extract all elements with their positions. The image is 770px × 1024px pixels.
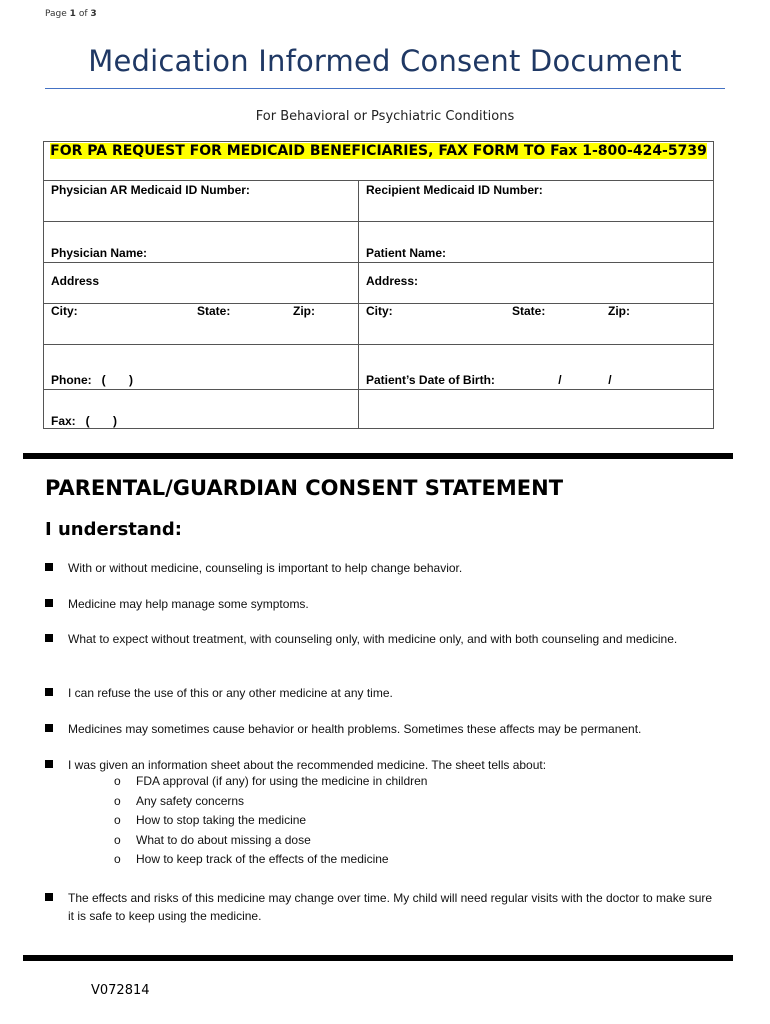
version-code: V072814 [91,983,150,998]
page-current: 1 [69,9,76,19]
page-total: 3 [90,9,97,19]
patient-physician-form [43,141,714,429]
physician-id-field[interactable] [44,181,359,222]
square-bullet-icon [45,599,53,607]
physician-phone-field[interactable] [44,345,359,390]
sub-list-item [114,772,427,792]
empty-field [359,390,714,429]
physician-zip-label: Zip: [293,304,315,318]
square-bullet-icon [45,893,53,901]
sub-list-item [114,831,427,851]
physician-city-state-zip-field[interactable] [44,304,359,345]
patient-city-label: City: [366,304,393,318]
page-of: of [78,9,88,19]
sub-list-item [114,850,427,870]
circle-bullet-icon: o [114,813,121,827]
patient-name-field[interactable] [359,222,714,263]
circle-bullet-icon: o [114,793,121,808]
patient-dob-field[interactable] [359,345,714,390]
list-item-text: Medicine may help manage some symptoms. [68,597,309,611]
list-item-text: I was given an information sheet about the recommended medicine. The sheet tells about: [68,758,547,772]
sub-list-item [114,811,427,831]
list-item-text: With or without medicine, counseling is important to help change behavior. [68,561,463,575]
sub-list-item-text: FDA approval (if any) for using the medicine in children [136,774,428,788]
patient-address-label: Address: [366,274,419,288]
section-divider-bottom [23,955,733,961]
circle-bullet-icon: o [114,774,121,788]
physician-csz [51,304,351,329]
circle-bullet-icon: o [114,832,121,847]
patient-state-label: State: [512,304,546,318]
title-divider [45,88,725,89]
patient-city-state-zip-field[interactable] [359,304,714,345]
square-bullet-icon [45,724,53,732]
fax-label: Fax: ( ) [51,414,118,428]
consent-heading: PARENTAL/GUARDIAN CONSENT STATEMENT [45,476,564,500]
fax-banner-cell [44,142,714,181]
sub-list-item-text: Any safety concerns [136,793,245,808]
sub-list-item [114,792,427,812]
recipient-id-field[interactable] [359,181,714,222]
physician-name-field[interactable] [44,222,359,263]
sub-list-item-text: How to keep track of the effects of the medicine [136,852,389,866]
page-word: Page [45,9,67,19]
list-item-text: I can refuse the use of this or any other medicine at any time. [68,686,393,700]
physician-state-label: State: [197,304,231,318]
list-item-text: Medicines may sometimes cause behavior or health problems. Sometimes these affects may be permanent. [68,722,642,736]
patient-name-label: Patient Name: [366,246,447,260]
dob-label: Patient’s Date of Birth: / / [366,373,612,387]
patient-csz [366,304,706,329]
list-item-text: What to expect without treatment, with counseling only, with medicine only, and with both counseling and medicine. [68,632,678,646]
document-title: Medication Informed Consent Document [88,44,682,78]
sub-list-item-text: How to stop taking the medicine [136,813,307,827]
physician-id-label: Physician AR Medicaid ID Number: [51,183,250,197]
understand-heading: I understand: [45,519,182,540]
fax-banner: FOR PA REQUEST FOR MEDICAID BENEFICIARIES, FAX FORM TO Fax 1-800-424-5739 [50,143,707,159]
physician-address-label: Address [51,274,100,288]
square-bullet-icon [45,563,53,571]
page-indicator [45,9,97,19]
physician-name-label: Physician Name: [51,246,148,260]
phone-label: Phone: ( ) [51,373,133,387]
sub-list-item-text: What to do about missing a dose [136,832,311,847]
physician-address-field[interactable] [44,263,359,304]
square-bullet-icon [45,688,53,696]
recipient-id-label: Recipient Medicaid ID Number: [366,183,543,197]
square-bullet-icon [45,634,53,642]
sheet-topics-list [114,772,427,870]
document-subtitle: For Behavioral or Psychiatric Conditions [255,109,515,124]
physician-fax-field[interactable] [44,390,359,429]
square-bullet-icon [45,760,53,768]
circle-bullet-icon: o [114,852,121,866]
physician-city-label: City: [51,304,78,318]
section-divider-top [23,453,733,459]
list-item-text: The effects and risks of this medicine may change over time. My child will need regular visits with the doctor to make sure it is safe to keep using the medicine. [68,891,713,923]
patient-zip-label: Zip: [608,304,630,318]
patient-address-field[interactable] [359,263,714,304]
